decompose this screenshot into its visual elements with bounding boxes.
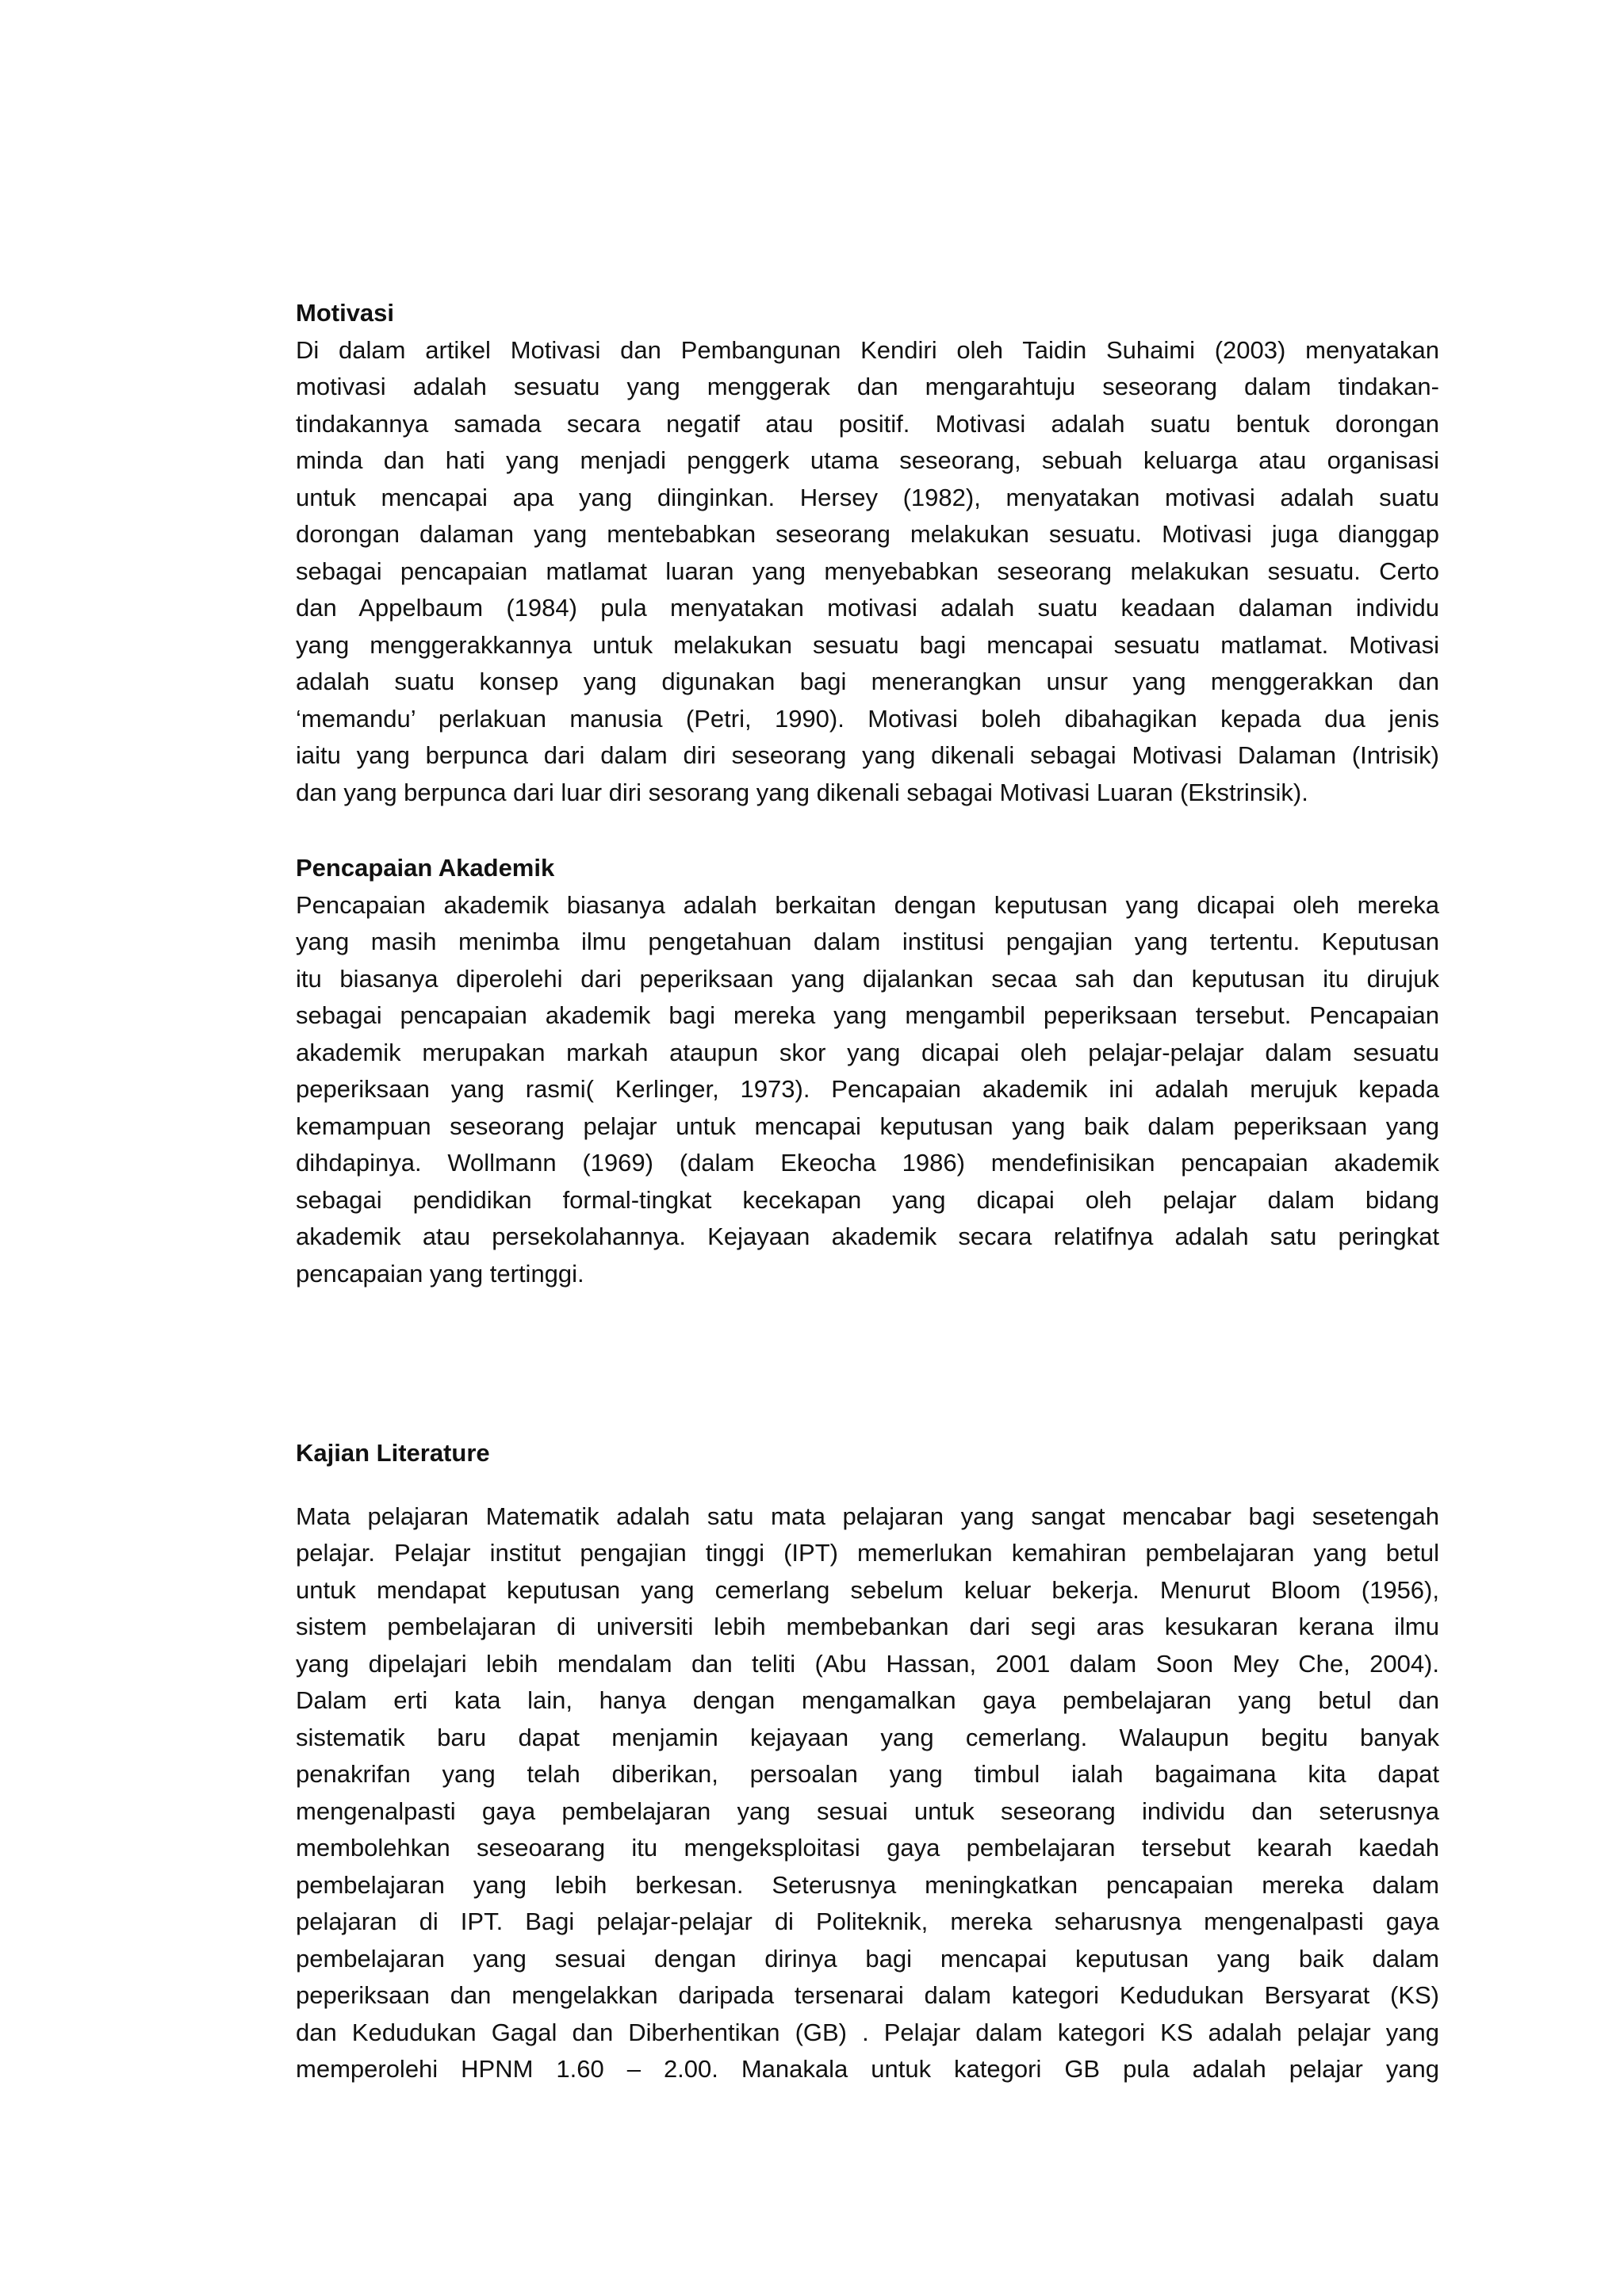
paragraph-line: yang dipelajari lebih mendalam dan teliti (Abu Hassan, 2001 dalam Soon Mey Che, 2004). [296, 1649, 1439, 1678]
paragraph-line: kemampuan seseorang pelajar untuk mencapai keputusan yang baik dalam peperiksaan yang [296, 1112, 1439, 1140]
paragraph-line: adalah suatu konsep yang digunakan bagi menerangkan unsur yang menggerakkan dan [296, 668, 1439, 695]
paragraph-line: akademik atau persekolahannya. Kejayaan akademik secara relatifnya adalah satu peringkat [296, 1223, 1439, 1250]
paragraph-line: sebagai pencapaian matlamat luaran yang menyebabkan seseorang melakukan sesuatu. Certo [296, 557, 1439, 585]
section-kajian-literature [296, 1435, 1439, 2088]
paragraph-line: itu biasanya diperolehi dari peperiksaan yang dijalankan secaa sah dan keputusan itu dirujuk [296, 964, 1439, 993]
section-heading-motivasi: Motivasi [296, 299, 395, 327]
paragraph-line: dorongan dalaman yang mentebabkan seseorang melakukan sesuatu. Motivasi juga dianggap [296, 520, 1439, 548]
paragraph-line: motivasi adalah sesuatu yang menggerak dan mengarahtuju seseorang dalam tindakan- [296, 373, 1439, 400]
section-pencapaian-akademik [296, 850, 1439, 1292]
paragraph-line: pelajar. Pelajar institut pengajian tinggi (IPT) memerlukan kemahiran pembelajaran yang betul [296, 1539, 1439, 1567]
paragraph-line: Pencapaian akademik biasanya adalah berkaitan dengan keputusan yang dicapai oleh mereka [296, 890, 1439, 919]
paragraph-line: Dalam erti kata lain, hanya dengan mengamalkan gaya pembelajaran yang betul dan [296, 1686, 1439, 1714]
paragraph-line: peperiksaan dan mengelakkan daripada tersenarai dalam kategori Kedudukan Bersyarat (KS) [296, 1981, 1439, 2009]
paragraph-line: sistem pembelajaran di universiti lebih membebankan dari segi aras kesukaran kerana ilmu [296, 1613, 1439, 1640]
paragraph-line: sebagai pendidikan formal-tingkat kecekapan yang dicapai oleh pelajar dalam bidang [296, 1185, 1439, 1214]
paragraph-line: dan Kedudukan Gagal dan Diberhentikan (GB) . Pelajar dalam kategori KS adalah pelajar yang [296, 2018, 1439, 2046]
paragraph-line: pembelajaran yang sesuai dengan dirinya bagi mencapai keputusan yang baik dalam [296, 1944, 1439, 1973]
paragraph-line: pelajaran di IPT. Bagi pelajar-pelajar di Politeknik, mereka seharusnya mengenalpasti gaya [296, 1908, 1439, 1935]
paragraph-line: ‘memandu’ perlakuan manusia (Petri, 1990). Motivasi boleh dibahagikan kepada dua jenis [296, 704, 1439, 733]
paragraph-line: sebagai pencapaian akademik bagi mereka yang mengambil peperiksaan tersebut. Pencapaian [296, 1001, 1439, 1029]
paragraph-line: yang masih menimba ilmu pengetahuan dalam institusi pengajian yang tertentu. Keputusan [296, 928, 1439, 955]
paragraph-line: penakrifan yang telah diberikan, persoalan yang timbul ialah bagaimana kita dapat [296, 1760, 1439, 1788]
paragraph-line: peperiksaan yang rasmi( Kerlinger, 1973). Pencapaian akademik ini adalah merujuk kepada [296, 1075, 1439, 1103]
paragraph-line: sistematik baru dapat menjamin kejayaan yang cemerlang. Walaupun begitu banyak [296, 1723, 1439, 1751]
paragraph-line: untuk mendapat keputusan yang cemerlang sebelum keluar bekerja. Menurut Bloom (1956), [296, 1575, 1439, 1604]
paragraph-line: untuk mencapai apa yang diinginkan. Hersey (1982), menyatakan motivasi adalah suatu [296, 483, 1439, 511]
paragraph-line: pembelajaran yang lebih berkesan. Seterusnya meningkatkan pencapaian mereka dalam [296, 1870, 1439, 1899]
paragraph-line: mengenalpasti gaya pembelajaran yang sesuai untuk seseorang individu dan seterusnya [296, 1797, 1439, 1825]
paragraph-line: minda dan hati yang menjadi penggerk utama seseorang, sebuah keluarga atau organisasi [296, 446, 1439, 474]
paragraph-line: tindakannya samada secara negatif atau positif. Motivasi adalah suatu bentuk dorongan [296, 409, 1439, 438]
section-heading-pencapaian-akademik: Pencapaian Akademik [296, 854, 555, 882]
paragraph-line: yang menggerakkannya untuk melakukan sesuatu bagi mencapai sesuatu matlamat. Motivasi [296, 630, 1439, 659]
paragraph-line: membolehkan seseoarang itu mengeksploitasi gaya pembelajaran tersebut kearah kaedah [296, 1834, 1439, 1862]
paragraph-line: Di dalam artikel Motivasi dan Pembangunan Kendiri oleh Taidin Suhaimi (2003) menyatakan [296, 335, 1439, 364]
heading-spacer [296, 1472, 1439, 1498]
paragraph-line: iaitu yang berpunca dari dalam diri seseorang yang dikenali sebagai Motivasi Dalaman (Intrisik) [296, 741, 1439, 769]
paragraph-line: dihdapinya. Wollmann (1969) (dalam Ekeocha 1986) mendefinisikan pencapaian akademik [296, 1149, 1439, 1177]
section-heading-kajian-literature: Kajian Literature [296, 1439, 490, 1467]
paragraph-line: dan yang berpunca dari luar diri sesorang yang dikenali sebagai Motivasi Luaran (Ekstrinsik). [296, 778, 1308, 806]
paragraph-line: Mata pelajaran Matematik adalah satu mata pelajaran yang sangat mencabar bagi sesetengah [296, 1502, 1439, 1530]
paragraph-line: akademik merupakan markah ataupun skor yang dicapai oleh pelajar-pelajar dalam sesuatu [296, 1038, 1439, 1066]
paragraph-line: pencapaian yang tertinggi. [296, 1259, 584, 1288]
section-motivasi [296, 295, 1439, 811]
paragraph-line: dan Appelbaum (1984) pula menyatakan motivasi adalah suatu keadaan dalaman individu [296, 594, 1439, 622]
paragraph-line: memperolehi HPNM 1.60 – 2.00. Manakala untuk kategori GB pula adalah pelajar yang [296, 2055, 1439, 2083]
